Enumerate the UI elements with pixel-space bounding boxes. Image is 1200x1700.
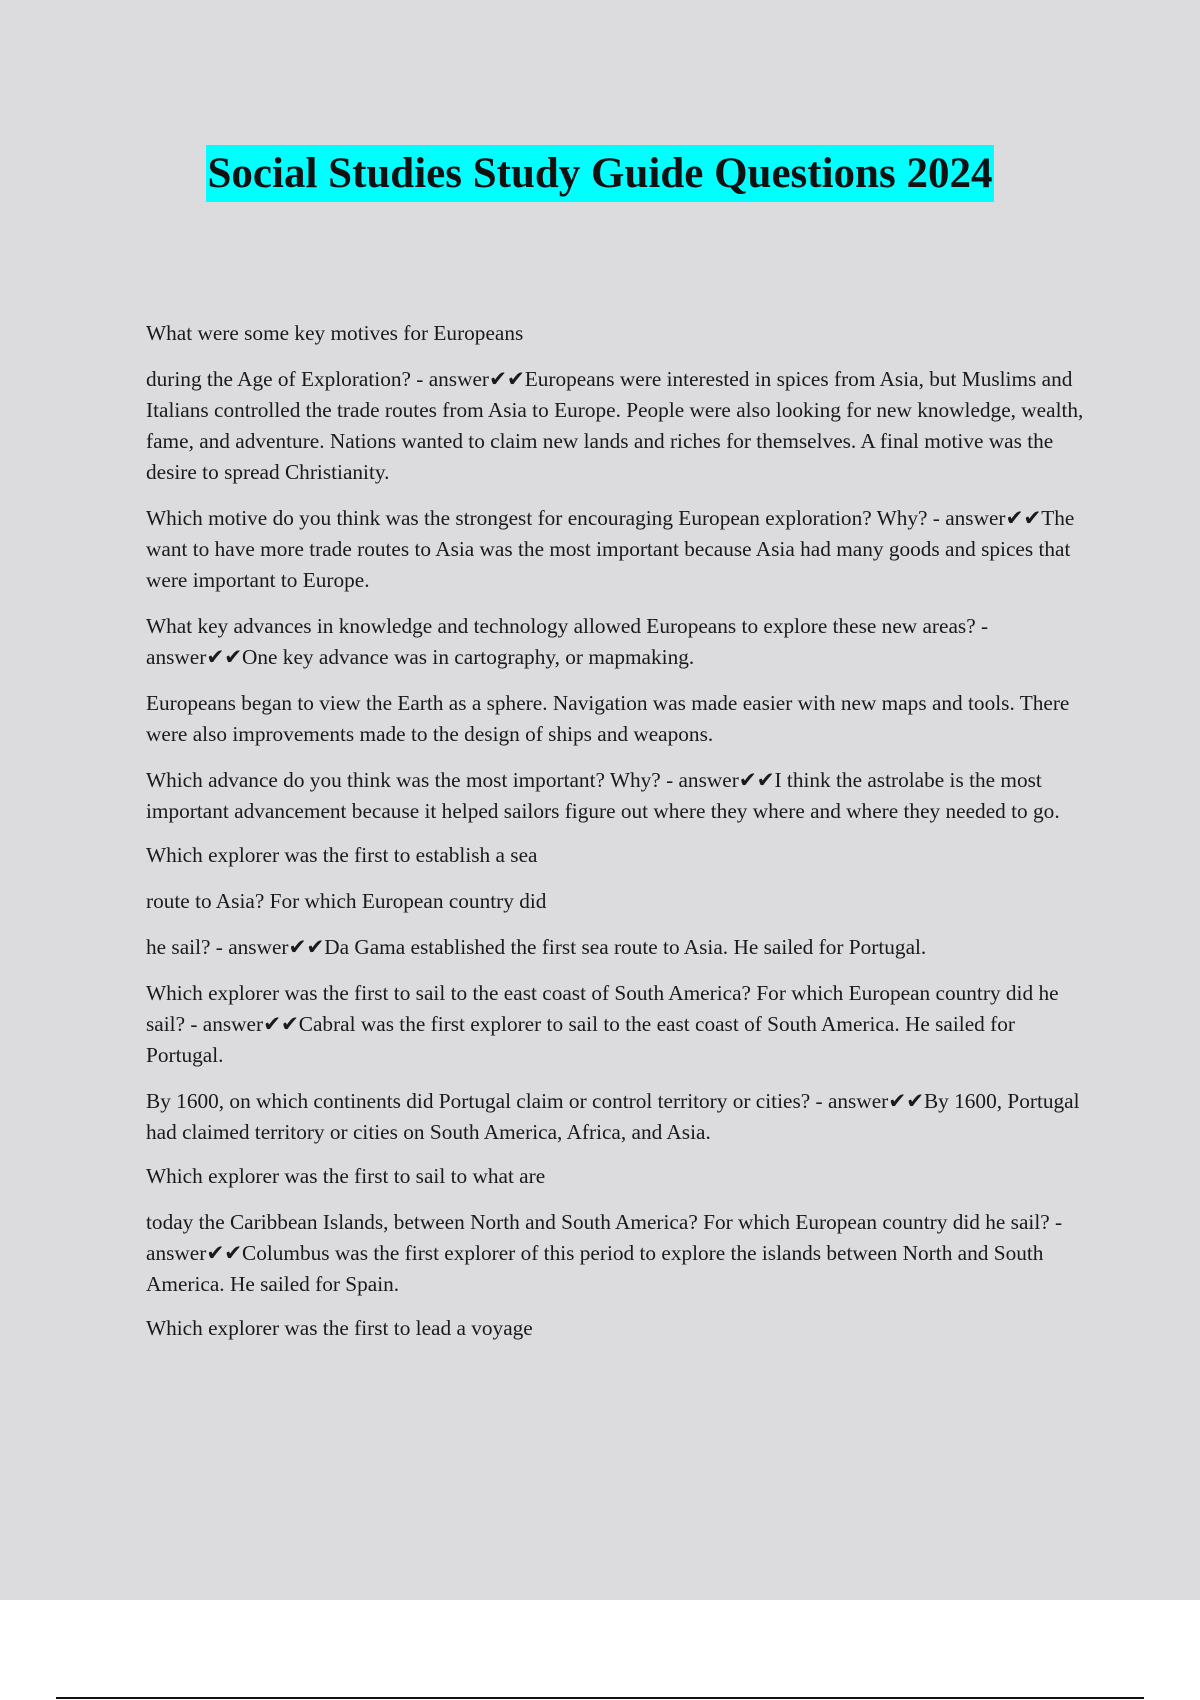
paragraph: Which motive do you think was the strongest for encouraging European exploration? Why? - answer✔✔The want to have more trade routes to Asia was the most important because Asia had many goods and spices that were important to Europe. xyxy=(146,506,1075,592)
paragraph: Which explorer was the first to lead a voyage xyxy=(146,1316,533,1340)
bottom-divider xyxy=(56,1697,1144,1699)
paragraph: Europeans began to view the Earth as a sphere. Navigation was made easier with new maps and tools. There were also improvements made to the design of ships and weapons. xyxy=(146,691,1070,746)
paragraph: What key advances in knowledge and technology allowed Europeans to explore these new areas? - answer✔✔One key advance was in cartography, or mapmaking. xyxy=(146,614,989,669)
paragraph: What were some key motives for Europeans xyxy=(146,321,524,345)
document-body xyxy=(146,318,1096,1359)
paragraph: Which explorer was the first to sail to what are xyxy=(146,1164,546,1188)
paragraph: Which explorer was the first to establish a sea xyxy=(146,843,538,867)
paragraph: route to Asia? For which European country did xyxy=(146,889,547,913)
paragraph: he sail? - answer✔✔Da Gama established the first sea route to Asia. He sailed for Portugal. xyxy=(146,935,927,959)
paragraph: Which explorer was the first to sail to the east coast of South America? For which European country did he sail? - answer✔✔Cabral was the first explorer to sail to the east coast of South America. He sailed for Portugal. xyxy=(146,981,1059,1067)
paragraph: during the Age of Exploration? - answer✔✔Europeans were interested in spices from Asia, but Muslims and Italians controlled the trade routes from Asia to Europe. People were also looking for new knowledge, wealth, fame, and adventure. Nations wanted to claim new lands and riches for themselves. A final motive was the desire to spread Christianity. xyxy=(146,367,1084,484)
paragraph: By 1600, on which continents did Portugal claim or control territory or cities? - answer✔✔By 1600, Portugal had claimed territory or cities on South America, Africa, and Asia. xyxy=(146,1089,1080,1144)
paragraph: Which advance do you think was the most important? Why? - answer✔✔I think the astrolabe is the most important advancement because it helped sailors figure out where they where and where they needed to go. xyxy=(146,768,1060,823)
title-container xyxy=(0,145,1200,202)
document-title: Social Studies Study Guide Questions 2024 xyxy=(206,145,995,202)
paragraph: today the Caribbean Islands, between North and South America? For which European country did he sail? - answer✔✔Columbus was the first explorer of this period to explore the islands between North and South America. He sailed for Spain. xyxy=(146,1210,1063,1296)
